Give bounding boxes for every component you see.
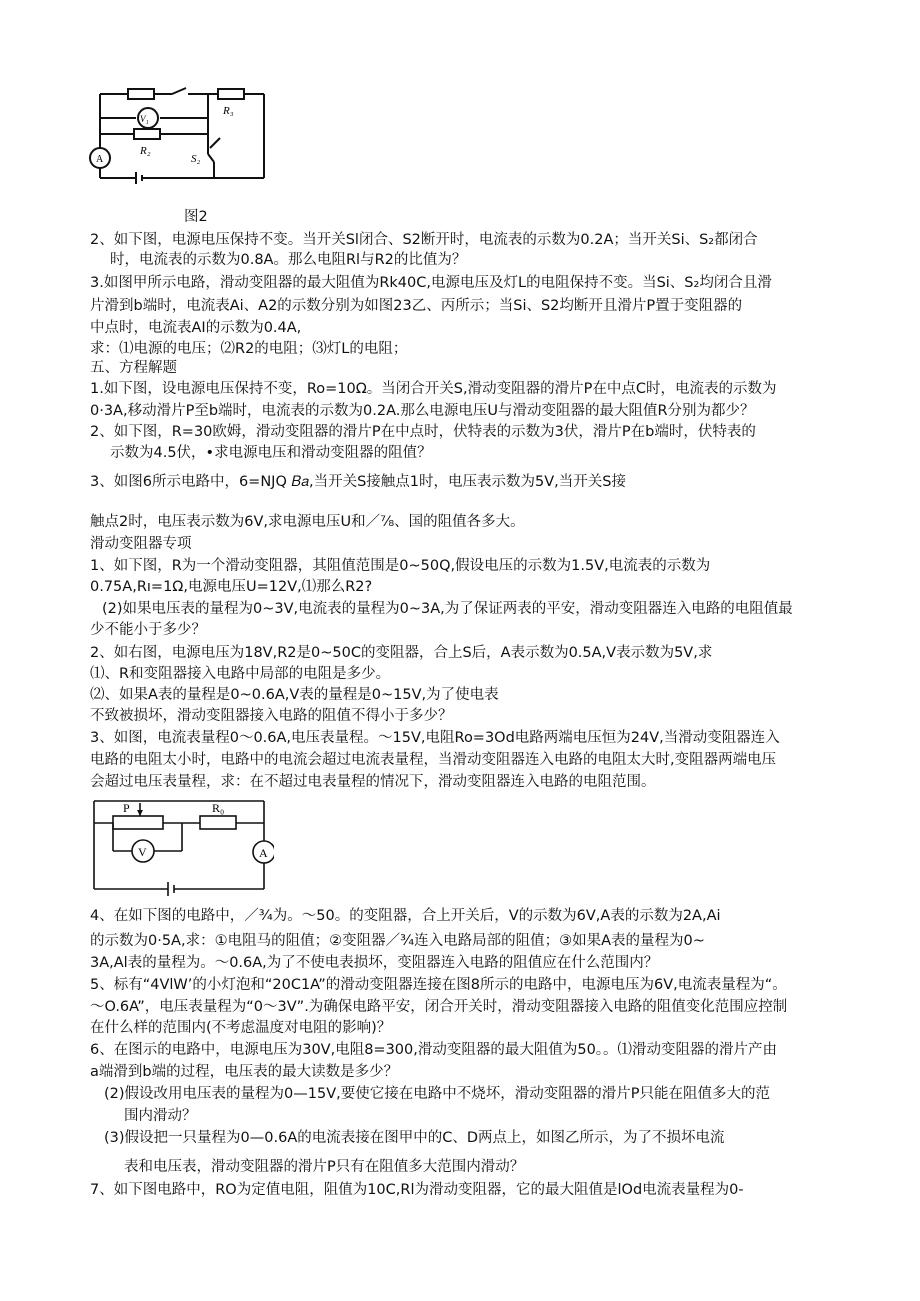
- text-line: 的示数为0·5A,求：①电阻马的阻值；②变阻器／¾连入电路局部的阻值；③如果A表的量程为0~: [90, 933, 705, 949]
- text-line: 中点时，电流表AI的示数为0.4A,: [90, 320, 302, 336]
- text-line: 3.如图甲所示电路，滑动变阻器的最大阻值为Rk40C,电源电压及灯L的电阻保持不变。当Si、S₂均闭合且滑: [90, 275, 772, 291]
- text-line: 触点2时，电压表示数为6V,求电源电压U和／⅞、国的阻值各多大。: [90, 514, 525, 530]
- text-line: 2、如右图，电源电压为18V,R2是0~50C的变阻器，合上S后，A表示数为0.5A,V表示数为5V,求: [90, 645, 713, 661]
- text-line: 电路的电阻太小时，电路中的电流会超过电流表量程，当滑动变阻器连入电路的电阻太大时,变阻器两端电压: [90, 752, 777, 768]
- resistor-r1: [128, 89, 154, 99]
- text-line: 6、在图示的电路中，电源电压为30V,电阻8=300,滑动变阻器的最大阻值为50。。⑴滑动变阻器的滑片产由: [90, 1042, 778, 1058]
- text-line: 7、如下图电路中，RO为定值电阻，阻值为10C,Rl为滑动变阻器，它的最大阻值是lOd电流表量程为0-: [90, 1182, 744, 1198]
- text-line: (2)如果电压表的量程为0~3V,电流表的量程为0~3A,为了保证两表的平安，滑动变阻器连入电路的电阻值最: [102, 601, 793, 617]
- text-line: ～O.6A”，电压表量程为“0～3V”.为确保电路平安，闭合开关时，滑动变阻器接入电路的阻值变化范围应控制: [90, 999, 788, 1015]
- label-ammeter: A: [259, 846, 268, 860]
- label-v1: V₁: [140, 114, 149, 124]
- text-line: 示数为4.5伏，•求电源电压和滑动变阻器的阻值？: [110, 445, 432, 461]
- label-voltmeter: V: [138, 845, 147, 859]
- text-line: 0.75A,Rı=1Ω,电源电压U=12V,⑴那么R2?: [90, 579, 373, 595]
- resistor-r3: [218, 89, 244, 99]
- text-line: 5、标有“4VlW’的小灯泡和“20C1A”的滑动变阻器连接在图8所示的电路中，电源电压为6V,电流表量程为“。: [90, 977, 787, 993]
- text-line: ⑵、如果A表的量程是0~0.6A,V表的量程是0~15V,为了使电表: [90, 687, 499, 703]
- label-p: P: [123, 801, 130, 815]
- text-line: 求：⑴电源的电压；⑵R2的电阻；⑶灯L的电阻；: [90, 341, 408, 357]
- resistor-r0: [200, 816, 236, 829]
- text-line: 围内滑动？: [124, 1108, 197, 1124]
- slider-resistor: [113, 816, 163, 829]
- text-line: 片滑到b端时，电流表Ai、A2的示数分别为如图23乙、丙所示；当Si、S2均断开且滑片P置于变阻器的: [90, 298, 743, 314]
- text-line: 会超过电压表量程，求：在不超过电表量程的情况下，滑动变阻器连入电路的电阻范围。: [90, 774, 656, 790]
- text-line: 2、如下图，电源电压保持不变。当开关Sl闭合、S2断开时，电流表的示数为0.2A；当开关Si、S₂都闭合: [90, 232, 758, 248]
- text-line: 不致被损坏，滑动变阻器接入电路的阻值不得小于多少？: [90, 708, 453, 724]
- text-line: 时，电流表的示数为0.8A。那么电阻Rl与R2的比值为？: [110, 252, 467, 268]
- label-s2: S₂: [191, 153, 201, 165]
- text-line: ⑴、R和变阻器接入电路中局部的电阻是多少。: [90, 666, 391, 682]
- text-line: 1、如下图，R为一个滑动变阻器，其阻值范围是0~50Q,假设电压的示数为1.5V,电流表的示数为: [90, 558, 711, 574]
- resistor-r2: [134, 129, 160, 139]
- text-line: 2、如下图，R=30欧姆，滑动变阻器的滑片P在中点时，伏特表的示数为3伏，滑片P在b端时，伏特表的: [90, 424, 756, 440]
- figure-caption: 图2: [184, 209, 208, 225]
- text-line: a端滑到b端的过程，电压表的最大读数是多少？: [90, 1064, 399, 1080]
- section-heading: 五、方程解题: [90, 360, 177, 376]
- label-r0: R₀: [212, 801, 225, 815]
- label-ammeter: A: [96, 154, 104, 165]
- text-line: 3A,Al表的量程为。～0.6A,为了不使电表损坏，变阻器连入电路的阻值应在什么范围内？: [90, 955, 659, 971]
- text-line: 1.如下图，设电源电压保持不变，Ro=10Ω。当闭合开关S,滑动变阻器的滑片P在中点C时，电流表的示数为: [90, 381, 777, 397]
- circuit-figure-2: [88, 795, 274, 900]
- label-r3: R₃: [223, 105, 234, 117]
- text-line: 3、如图6所示电路中，6=NJQ 𝐵𝑎,当开关S接触点1时，电压表示数为5V,当开关S接: [90, 474, 626, 490]
- label-r2: R₂: [140, 145, 151, 157]
- text-line: 在什么样的范围内(不考虑温度对电阻的影响)？: [90, 1020, 392, 1036]
- text-line: (2)假设改用电压表的量程为0—15V,要使它接在电路中不烧坏，滑动变阻器的滑片P只能在阻值多大的范: [104, 1086, 770, 1102]
- text-line: 少不能小于多少？: [90, 622, 206, 638]
- text-line: 3、如图，电流表量程0～0.6A,电压表量程。～15V,电阻Ro=3Od电路两端电压恒为24V,当滑动变阻器连入: [90, 730, 780, 746]
- section-heading: 滑动变阻器专项: [90, 536, 192, 552]
- text-line: 4、在如下图的电路中，／¾为。～50。的变阻器，合上开关后，V的示数为6V,A表的示数为2A,Ai: [90, 908, 721, 924]
- text-line: 表和电压表，滑动变阻器的滑片P只有在阻值多大范围内滑动？: [124, 1159, 525, 1175]
- circuit-figure-1: [88, 80, 278, 190]
- text-line: (3)假设把一只量程为0—0.6A的电流表接在图甲中的C、D两点上，如图乙所示，为了不损坏电流: [104, 1130, 725, 1146]
- text-line: 0·3A,移动滑片P至b端时，电流表的示数为0.2A.那么电源电压U与滑动变阻器的最大阻值R分别为都少？: [90, 403, 755, 419]
